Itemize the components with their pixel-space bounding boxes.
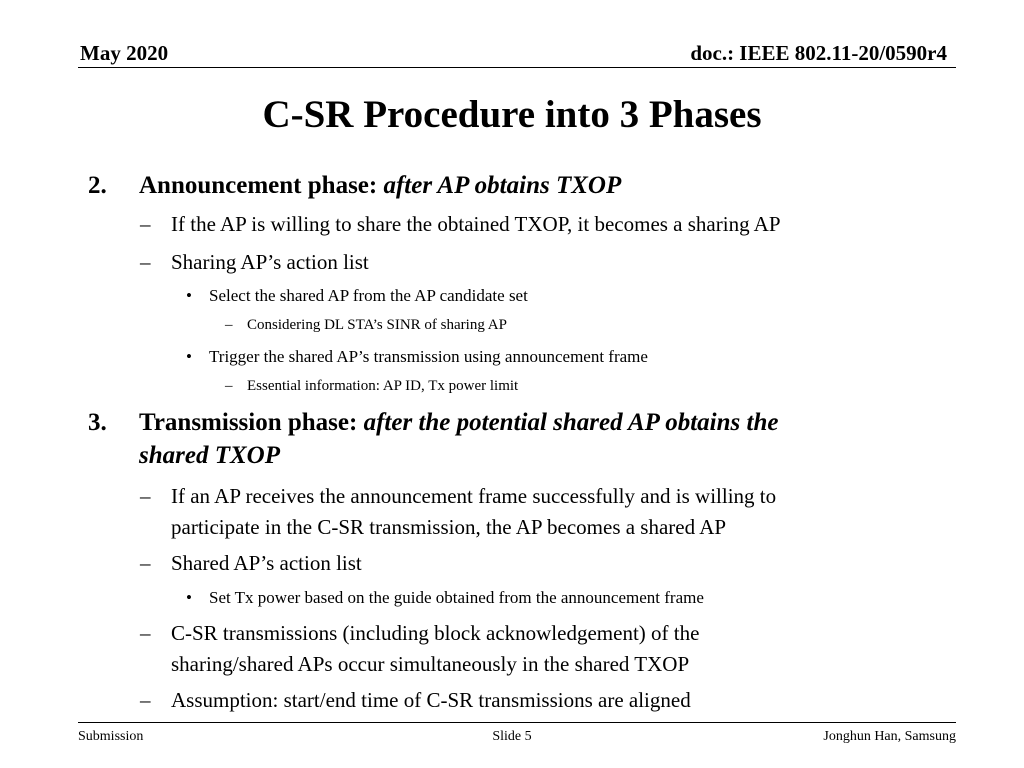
footer-submission: Submission <box>78 729 144 744</box>
dash-marker: – <box>140 212 151 236</box>
footer-slide-number: Slide 5 <box>492 729 532 744</box>
phase3-heading <box>139 409 778 437</box>
footer-divider <box>78 722 956 723</box>
phase2-number: 2. <box>88 172 107 199</box>
phase2-heading <box>139 172 621 200</box>
dash-marker: – <box>225 317 233 333</box>
phase2-item-b1: Select the shared AP from the AP candidate set <box>209 286 528 305</box>
phase2-item-b1a: Considering DL STA’s SINR of sharing AP <box>247 317 507 333</box>
header-doc-id: doc.: IEEE 802.11-20/0590r4 <box>690 41 947 65</box>
phase3-item-d: Assumption: start/end time of C-SR transmissions are aligned <box>171 688 691 712</box>
dash-marker: – <box>140 250 151 274</box>
dash-marker: – <box>140 484 151 508</box>
phase2-item-b2: Trigger the shared AP’s transmission using announcement frame <box>209 347 648 366</box>
bullet-marker: • <box>186 286 192 305</box>
phase3-condition-line1: after the potential shared AP obtains the <box>363 409 779 436</box>
phase3-item-b1: Set Tx power based on the guide obtained from the announcement frame <box>209 588 704 607</box>
phase3-item-a-line2: participate in the C-SR transmission, the AP becomes a shared AP <box>171 515 727 539</box>
bullet-marker: • <box>186 588 192 607</box>
dash-marker: – <box>140 551 151 575</box>
phase3-item-b: Shared AP’s action list <box>171 551 362 575</box>
phase2-label: Announcement phase: <box>139 172 378 199</box>
phase3-label: Transmission phase: <box>139 409 358 436</box>
phase3-item-a-line1: If an AP receives the announcement frame successfully and is willing to <box>171 484 777 508</box>
footer-author: Jonghun Han, Samsung <box>823 729 956 744</box>
phase2-item-b2a: Essential information: AP ID, Tx power limit <box>247 378 519 394</box>
dash-marker: – <box>140 621 151 645</box>
slide-title: C-SR Procedure into 3 Phases <box>262 93 762 136</box>
phase2-item-a: If the AP is willing to share the obtained TXOP, it becomes a sharing AP <box>171 212 781 236</box>
dash-marker: – <box>140 688 151 712</box>
phase2-condition: after AP obtains TXOP <box>383 172 622 199</box>
phase3-condition-line2: shared TXOP <box>139 442 280 469</box>
phase3-item-c-line1: C-SR transmissions (including block acknowledgement) of the <box>171 621 700 645</box>
phase3-number: 3. <box>88 409 107 436</box>
header-date: May 2020 <box>80 41 169 65</box>
header-divider <box>78 67 956 68</box>
phase3-item-c-line2: sharing/shared APs occur simultaneously in the shared TXOP <box>171 652 690 676</box>
phase2-item-b: Sharing AP’s action list <box>171 250 369 274</box>
dash-marker: – <box>225 378 233 394</box>
bullet-marker: • <box>186 347 192 366</box>
phase3-heading-cont <box>139 442 280 470</box>
